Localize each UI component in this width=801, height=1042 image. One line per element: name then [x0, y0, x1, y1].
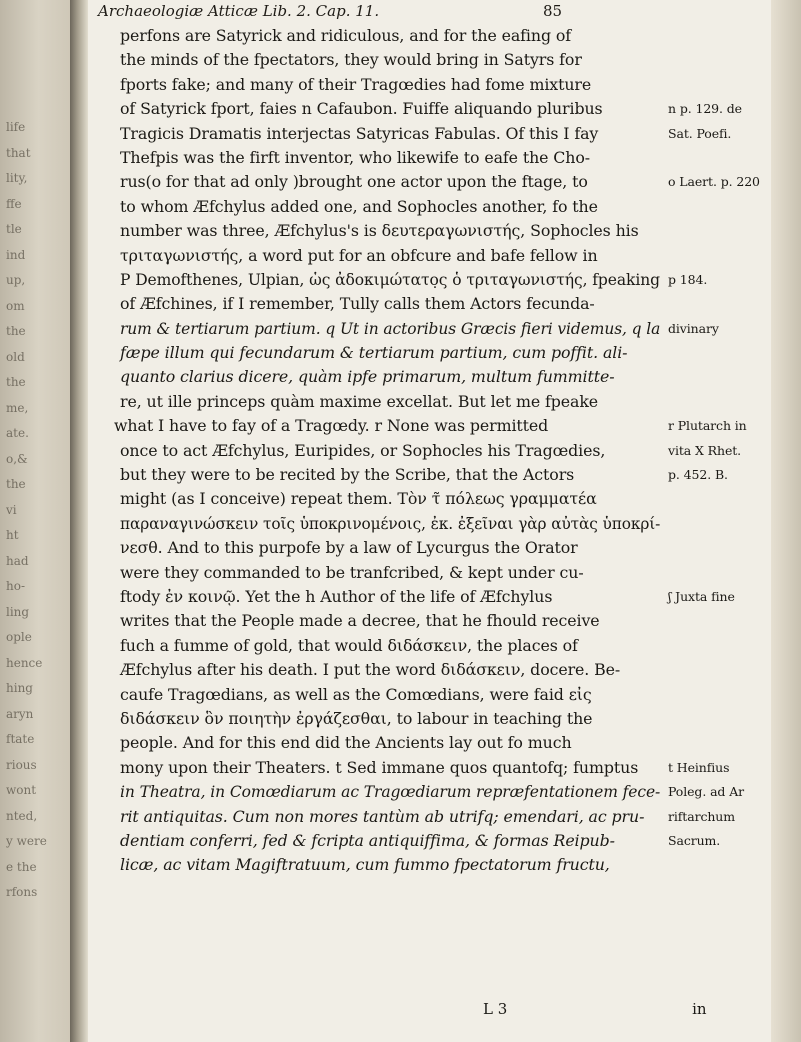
text-line — [88, 195, 788, 219]
text-line-content: but they were to be recited by the Scribe, that the Actors — [120, 465, 575, 485]
text-line — [88, 439, 788, 463]
book-page — [88, 0, 771, 1042]
text-line-content: Thefpis was the firft inventor, who likewife to eafe the Cho- — [120, 147, 591, 167]
text-line-content: τριταγωνιστής, a word put for an obfcure and bafe fellow in — [120, 245, 598, 265]
text-line — [88, 97, 788, 121]
facing-page-fragment: wont — [6, 783, 37, 797]
margin-note: ʃ Juxta fine — [668, 588, 735, 604]
text-line-content: might (as I conceive) repeat them. Τὸν τ̃ πόλεως γραμματέα — [120, 489, 597, 509]
text-line — [88, 487, 788, 511]
facing-page-fragment: hence — [6, 655, 43, 670]
text-line — [88, 561, 788, 585]
text-line-content: caufe Tragœdians, as well as the Comœdians, were faid εἰς — [120, 684, 592, 704]
text-line — [88, 780, 788, 804]
facing-page-fragment: ate. — [6, 426, 29, 440]
signature-text: L 3 — [483, 1000, 508, 1018]
margin-note: divinary — [668, 320, 719, 336]
margin-note: p. 452. B. — [668, 467, 728, 483]
text-line-content: the minds of the fpectators, they would bring in Satyrs for — [120, 50, 582, 70]
text-line-content: παραναγινώσκειν τοῖς ὑποκρινομένοις, ἐκ. ἐξεῖναι γὰρ αὐτὰς ὑποκρί- — [120, 513, 661, 533]
text-line-content: dentiam conferri, fed & fcripta antiquiffima, & formas Reipub- — [120, 830, 615, 850]
text-line — [88, 341, 788, 365]
text-line-content: writes that the People made a decree, that he fhould receive — [120, 611, 600, 631]
text-line — [88, 658, 788, 682]
margin-note: vita X Rhet. — [668, 442, 742, 458]
facing-page-fragment: the — [6, 375, 26, 389]
facing-page-fragment: ho- — [6, 579, 26, 593]
text-line — [88, 829, 788, 853]
facing-page-fragment: ht — [6, 528, 19, 542]
facing-page-fragment: y were — [6, 834, 47, 848]
text-line-content: fæpe illum qui fecundarum & tertiarum partium, cum poffit. ali- — [120, 343, 628, 363]
text-line-content: fports fake; and many of their Tragœdies had fome mixture — [120, 74, 592, 94]
text-line-content: of Satyrick fport, faies n Cafaubon. Fuiffe aliquando pluribus — [120, 99, 603, 119]
text-line — [88, 146, 788, 170]
margin-note: Sacrum. — [668, 832, 721, 848]
facing-page-fragment: hing — [6, 681, 33, 695]
facing-page-fragment: ling — [6, 604, 30, 619]
margin-note: riftarchum — [668, 808, 736, 824]
text-line — [88, 24, 788, 48]
text-line-content: of Æfchines, if I remember, Tully calls them Actors fecunda- — [120, 294, 595, 314]
text-line — [88, 365, 788, 389]
text-line-content: διδάσκειν ὃν ποιητὴν ἐργάζεσθαι, to labour in teaching the — [120, 708, 593, 728]
facing-page-fragment: rfons — [6, 885, 38, 899]
text-line — [88, 536, 788, 560]
margin-note: o Laert. p. 220 — [668, 174, 760, 190]
text-line-content: rum & tertiarum partium. q Ut in actoribus Græcis fieri videmus, q la — [120, 318, 661, 338]
text-line-content: quanto clarius dicere, quàm ipfe primarum, multum fummitte- — [120, 367, 615, 387]
text-line — [88, 219, 788, 243]
margin-note: Poleg. ad Ar — [668, 784, 745, 800]
body-text — [88, 24, 788, 878]
text-line-content: rus(o for that ad only )brought one actor upon the ftage, to — [120, 172, 588, 192]
text-line-content: rit antiquitas. Cum non mores tantùm ab utrifq; emendari, ac pru- — [120, 806, 645, 826]
facing-page-fragment: the — [6, 324, 26, 338]
margin-note: n p. 129. de — [668, 101, 742, 117]
text-line-content: fuch a fumme of gold, that would διδάσκειν, the places of — [120, 635, 578, 655]
facing-page-fragment: vi — [6, 502, 17, 517]
margin-note: r Plutarch in — [668, 418, 747, 434]
text-line — [88, 756, 788, 780]
facing-page-fragment: had — [6, 553, 29, 568]
text-line — [88, 683, 788, 707]
margin-note: p 184. — [668, 271, 708, 287]
text-line — [88, 805, 788, 829]
text-line — [88, 317, 788, 341]
book-gutter — [70, 0, 88, 1042]
facing-page-fragment: ind — [6, 247, 26, 262]
facing-page-fragment: up, — [6, 273, 26, 287]
facing-page-fragment: life — [6, 120, 26, 134]
text-line — [88, 585, 788, 609]
text-line-content: were they commanded to be tranfcribed, & kept under cu- — [120, 562, 584, 582]
text-line-content: number was three, Æfchylus's is δευτεραγωνιστής, Sophocles his — [120, 221, 639, 241]
text-line-content: re, ut ille princeps quàm maxime excellat. But let me fpeake — [120, 391, 599, 411]
text-line-content: to whom Æfchylus added one, and Sophocles another, fo the — [120, 196, 598, 216]
text-line-content: mony upon their Theaters. t Sed immane quos quantofq; fumptus — [120, 757, 639, 777]
facing-page-fragment: that — [6, 145, 31, 160]
text-line — [88, 707, 788, 731]
facing-page-fragment: ople — [6, 630, 32, 644]
text-line — [88, 731, 788, 755]
facing-page-fragment: ftate — [6, 732, 35, 746]
facing-page-fragment: om — [6, 298, 25, 313]
text-line — [88, 512, 788, 536]
text-line-content: licæ, ac vitam Magiftratuum, cum fummo fpectatorum fructu, — [120, 855, 610, 875]
text-line-content: ftody ἐν κοινῷ. Yet the h Author of the life of Æfchylus — [120, 586, 553, 606]
facing-page-fragment: old — [6, 349, 25, 364]
text-line — [88, 292, 788, 316]
facing-page-fragment: the — [6, 477, 26, 491]
text-line-content: once to act Æfchylus, Euripides, or Sophocles his Tragœdies, — [120, 440, 606, 460]
page-number: 85 — [543, 2, 563, 20]
text-line — [88, 609, 788, 633]
facing-page-fragment: rious — [6, 757, 37, 772]
text-line — [88, 463, 788, 487]
text-line — [88, 48, 788, 72]
facing-page-fragment: aryn — [6, 706, 34, 721]
text-line — [88, 853, 788, 877]
facing-page-fragment: nted, — [6, 808, 38, 823]
catchword: in — [692, 1000, 707, 1018]
facing-page-fragment: ffe — [6, 196, 22, 211]
text-line — [88, 73, 788, 97]
text-line — [88, 244, 788, 268]
margin-note: t Heinfius — [668, 759, 730, 775]
running-header: Archaeologiæ Atticæ Lib. 2. Cap. 11. — [98, 2, 380, 20]
facing-page-fragment: me, — [6, 400, 29, 415]
text-line-content: Æfchylus after his death. I put the word διδάσκειν, docere. Be- — [120, 660, 621, 680]
margin-note: Sat. Poefi. — [668, 125, 732, 141]
text-line — [88, 634, 788, 658]
text-line-content: perfons are Satyrick and ridiculous, and for the eafing of — [120, 26, 572, 45]
signature-mark — [483, 1000, 707, 1018]
text-line-content: νεσθ. And to this purpofe by a law of Lycurgus the Orator — [120, 538, 578, 558]
text-line-content: people. And for this end did the Ancients lay out fo much — [120, 733, 572, 753]
text-line — [88, 390, 788, 414]
text-line — [88, 268, 788, 292]
facing-page-fragment: e the — [6, 859, 37, 874]
text-line-content: Tragicis Dramatis interjectas Satyricas Fabulas. Of this I fay — [120, 123, 599, 143]
text-line-content: P Demofthenes, Ulpian, ὡς ἀδοκιμώτατο̣ς ὁ τριταγωνιστής, fpeaking — [120, 269, 660, 289]
text-line-content: what I have to fay of a Tragœdy. r None was permitted — [114, 416, 549, 436]
facing-page-edge — [0, 0, 70, 1042]
text-line — [88, 122, 788, 146]
text-line — [88, 414, 788, 438]
facing-page-fragment: o,& — [6, 451, 28, 466]
text-line — [88, 170, 788, 194]
facing-page-fragment: lity, — [6, 171, 28, 185]
facing-page-fragment: tle — [6, 222, 22, 236]
text-line-content: in Theatra, in Comœdiarum ac Tragœdiarum repræfentationem fece- — [120, 782, 661, 802]
